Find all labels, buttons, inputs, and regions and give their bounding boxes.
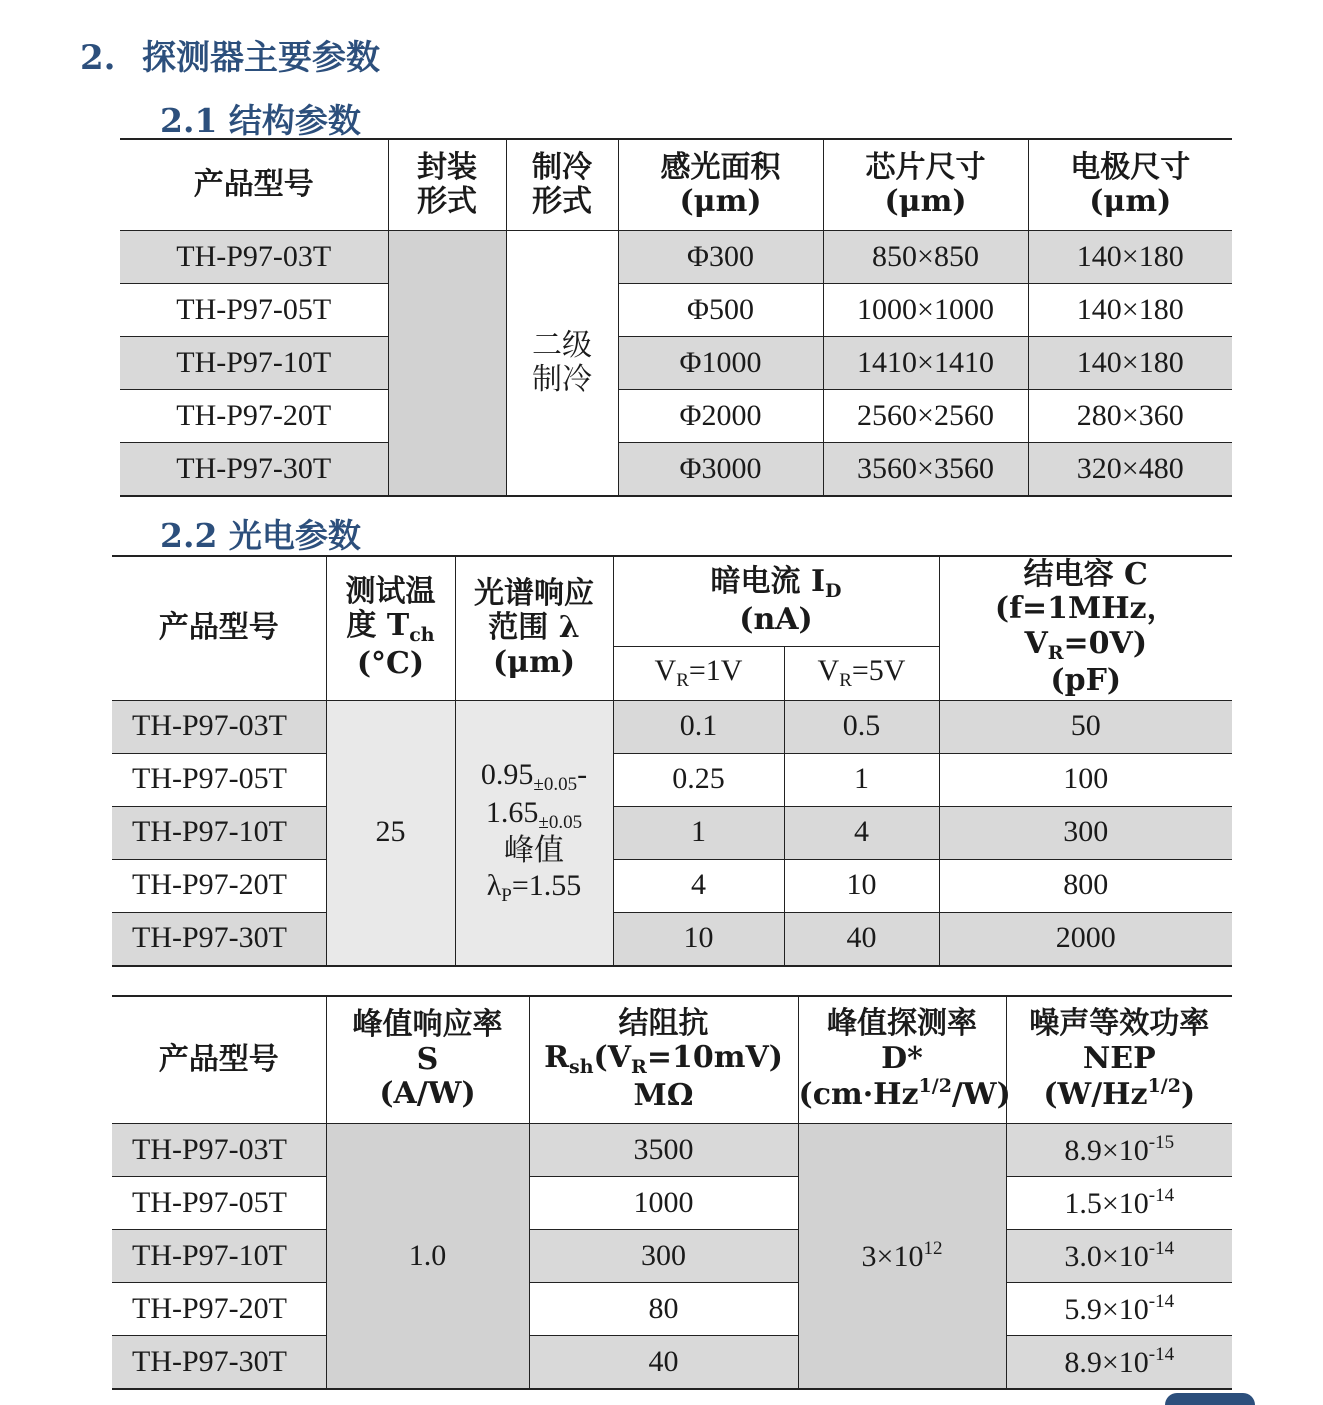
model-cell: TH-P97-05T: [112, 1177, 326, 1230]
chip-size-cell: 1000×1000: [823, 284, 1028, 337]
active-area-cell: Φ2000: [618, 390, 823, 443]
header-shunt-resistance: 结阻抗 $R_{sh}(V_R=10mV)$ MΩ: [529, 996, 798, 1124]
header-model: 产品型号: [120, 139, 388, 231]
dark-current-1v-cell: 1: [613, 806, 784, 859]
electrode-size-cell: 280×360: [1028, 390, 1232, 443]
dark-current-1v-cell: 4: [613, 859, 784, 912]
active-area-cell: Φ3000: [618, 443, 823, 497]
header-dark-current-1v: $V_R=1V$: [613, 646, 784, 700]
header-spectral-range: 光谱响应 范围 λ (μm): [455, 556, 613, 700]
table-row: [112, 1177, 1232, 1230]
model-cell: TH-P97-20T: [120, 390, 388, 443]
resistance-cell: 3500: [529, 1124, 798, 1177]
dark-current-1v-cell: 0.25: [613, 753, 784, 806]
electrode-size-cell: 140×180: [1028, 337, 1232, 390]
capacitance-cell: 300: [939, 806, 1232, 859]
dark-current-1v-cell: 10: [613, 912, 784, 966]
table-row: [112, 700, 1232, 753]
model-cell: TH-P97-20T: [112, 859, 326, 912]
header-junction-capacitance: 结电容 C (f=1MHz，$V_R=0V$) (pF): [939, 556, 1232, 700]
cooling-cell: 二级 制冷: [506, 231, 618, 497]
capacitance-cell: 100: [939, 753, 1232, 806]
model-cell: TH-P97-05T: [112, 753, 326, 806]
resistance-cell: 40: [529, 1336, 798, 1390]
header-cooling: 制冷 形式: [506, 139, 618, 231]
electrode-size-cell: 140×180: [1028, 231, 1232, 284]
table-row: [112, 1336, 1232, 1390]
active-area-cell: Φ1000: [618, 337, 823, 390]
model-cell: TH-P97-03T: [112, 700, 326, 753]
section-title: 探测器主要参数: [142, 38, 380, 78]
table-row: [120, 231, 1232, 284]
header-chip-size: 芯片尺寸 (μm): [823, 139, 1028, 231]
header-active-area: 感光面积 (μm): [618, 139, 823, 231]
chip-size-cell: 1410×1410: [823, 337, 1028, 390]
nep-cell: $5.9\times 10^{-14}$: [1006, 1283, 1232, 1336]
table-row: [112, 753, 1232, 806]
header-detectivity: 峰值探测率 D* $(cm\cdot Hz^{1/2}/W)$: [798, 996, 1006, 1124]
header-model: 产品型号: [112, 996, 326, 1124]
header-electrode-size: 电极尺寸 (μm): [1028, 139, 1232, 231]
dark-current-5v-cell: 0.5: [784, 700, 939, 753]
nep-cell: $8.9\times 10^{-14}$: [1006, 1336, 1232, 1390]
nep-cell: $1.5\times 10^{-14}$: [1006, 1177, 1232, 1230]
subsection-optoelectronic-title: 2.2 光电参数: [160, 516, 361, 555]
header-package: 封装 形式: [388, 139, 506, 231]
table-header-row: [112, 996, 1232, 1124]
model-cell: TH-P97-10T: [120, 337, 388, 390]
page-corner-decoration: [1165, 1393, 1255, 1405]
dark-current-5v-cell: 1: [784, 753, 939, 806]
table-row: [112, 1283, 1232, 1336]
resistance-cell: 1000: [529, 1177, 798, 1230]
temperature-cell: 25: [326, 700, 455, 966]
model-cell: TH-P97-03T: [120, 231, 388, 284]
table-row: [112, 806, 1232, 859]
header-dark-current: 暗电流 $I_D$ (nA): [613, 556, 939, 646]
dark-current-5v-cell: 40: [784, 912, 939, 966]
subsection-structure-title: 2.1 结构参数: [160, 101, 361, 140]
table-row: [120, 284, 1232, 337]
active-area-cell: Φ500: [618, 284, 823, 337]
model-cell: TH-P97-30T: [120, 443, 388, 497]
resistance-cell: 80: [529, 1283, 798, 1336]
section-heading: [80, 30, 380, 79]
chip-size-cell: 2560×2560: [823, 390, 1028, 443]
header-responsivity: 峰值响应率 S (A/W): [326, 996, 529, 1124]
model-cell: TH-P97-10T: [112, 806, 326, 859]
model-cell: TH-P97-30T: [112, 1336, 326, 1390]
capacitance-cell: 2000: [939, 912, 1232, 966]
package-cell: [388, 231, 506, 497]
model-cell: TH-P97-30T: [112, 912, 326, 966]
table-row: [120, 443, 1232, 497]
table-row: [120, 337, 1232, 390]
responsivity-cell: 1.0: [326, 1124, 529, 1390]
detectivity-cell: $3\times 10^{12}$: [798, 1124, 1006, 1390]
model-cell: TH-P97-03T: [112, 1124, 326, 1177]
table-row: [112, 859, 1232, 912]
nep-cell: $3.0\times 10^{-14}$: [1006, 1230, 1232, 1283]
capacitance-cell: 50: [939, 700, 1232, 753]
optoelectronic-parameter-table: [112, 555, 1232, 967]
performance-parameter-table: [112, 995, 1232, 1390]
structure-parameter-table: [120, 138, 1232, 497]
nep-cell: $8.9\times 10^{-15}$: [1006, 1124, 1232, 1177]
model-cell: TH-P97-10T: [112, 1230, 326, 1283]
table-row: [120, 390, 1232, 443]
electrode-size-cell: 320×480: [1028, 443, 1232, 497]
chip-size-cell: 850×850: [823, 231, 1028, 284]
table-row: [112, 1230, 1232, 1283]
header-model: 产品型号: [112, 556, 326, 700]
active-area-cell: Φ300: [618, 231, 823, 284]
model-cell: TH-P97-20T: [112, 1283, 326, 1336]
table-row: [112, 1124, 1232, 1177]
capacitance-cell: 800: [939, 859, 1232, 912]
chip-size-cell: 3560×3560: [823, 443, 1028, 497]
dark-current-5v-cell: 4: [784, 806, 939, 859]
header-dark-current-5v: $V_R=5V$: [784, 646, 939, 700]
header-test-temperature: 测试温 度 $T_{ch}$ (°C): [326, 556, 455, 700]
dark-current-1v-cell: 0.1: [613, 700, 784, 753]
model-cell: TH-P97-05T: [120, 284, 388, 337]
header-nep: 噪声等效功率 NEP $(W/Hz^{1/2})$: [1006, 996, 1232, 1124]
table-row: [112, 912, 1232, 966]
electrode-size-cell: 140×180: [1028, 284, 1232, 337]
table-header-row: [120, 139, 1232, 231]
dark-current-5v-cell: 10: [784, 859, 939, 912]
resistance-cell: 300: [529, 1230, 798, 1283]
section-number: 2.: [80, 38, 116, 78]
spectral-range-cell: $0.95_{\pm 0.05}-$ $1.65_{\pm 0.05}$ 峰值 $\lambda_P=1.55$: [455, 700, 613, 966]
table-header-row: [112, 556, 1232, 646]
